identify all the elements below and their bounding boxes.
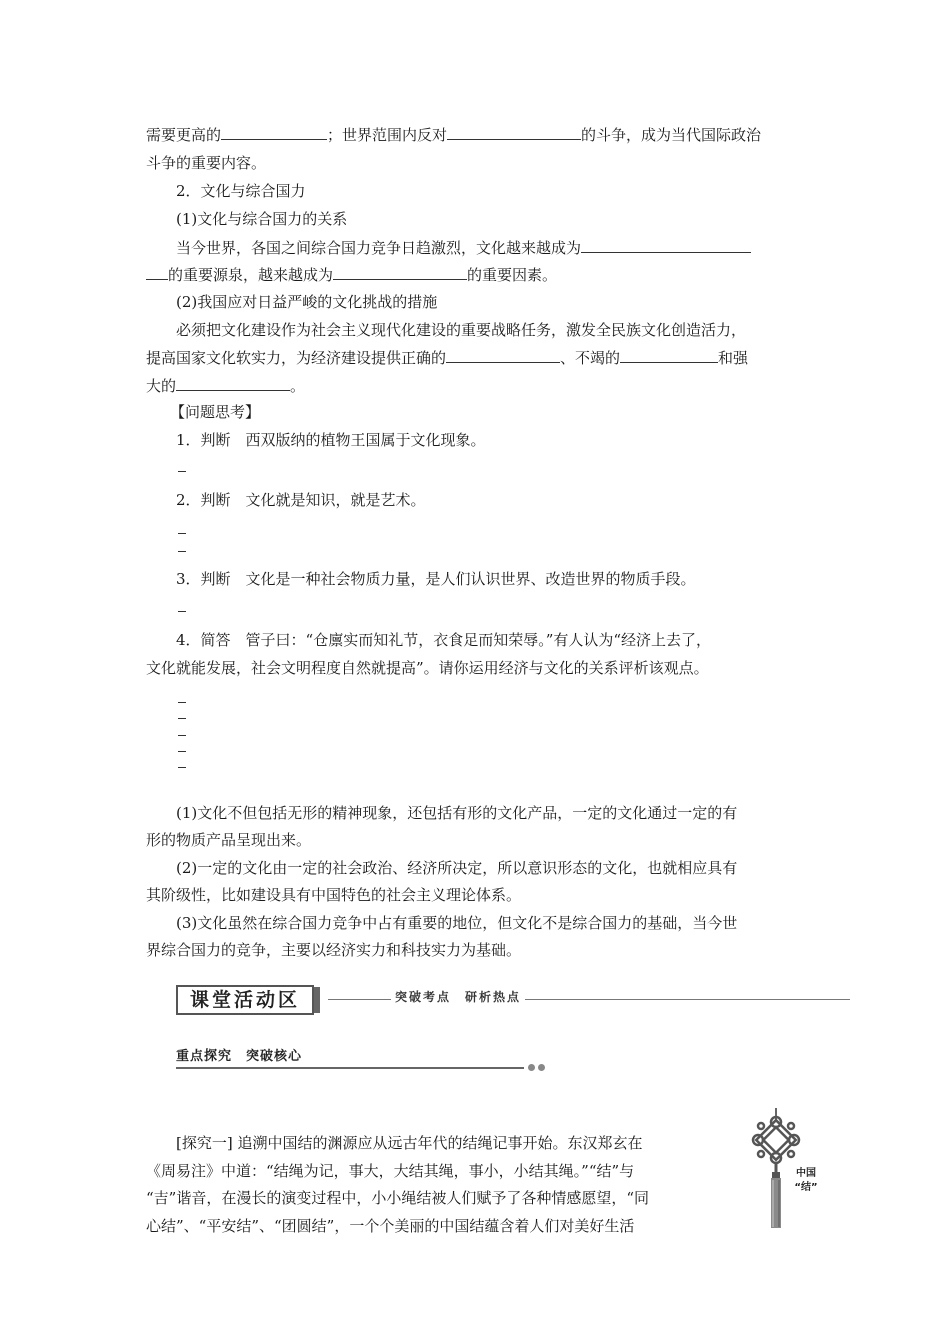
answer-blank — [446, 347, 560, 363]
text-line: [探究一] 追溯中国结的渊源应从远古年代的结绳记事开始。东汉郑玄在 — [176, 1134, 643, 1152]
text-segment: 的重要源泉，越来越成为 — [168, 266, 334, 284]
text-line — [146, 264, 557, 285]
knot-label: “结” — [794, 1182, 818, 1193]
section-heading: 2．文化与综合国力 — [176, 182, 306, 200]
text-segment: ；世界范围内反对 — [327, 126, 448, 144]
question-3: 3．判断 文化是一种社会物质力量，是人们认识世界、改造世界的物质手段。 — [176, 570, 696, 588]
dot-icon — [538, 1064, 545, 1071]
question-4: 4．简答 管子曰：“仓廪实而知礼节，衣食足而知荣辱。”有人认为“经济上去了， — [176, 631, 712, 649]
text-line: 《周易注》中道：“结绳为记，事大，大结其绳，事小，小结其绳。”“结”与 — [146, 1162, 635, 1180]
question-heading: 【问题思考】 — [170, 403, 261, 421]
answer-blank — [333, 264, 467, 280]
banner-title: 课堂活动区 — [176, 985, 314, 1015]
answer-blank — [581, 237, 751, 253]
text-line — [176, 237, 751, 258]
text-segment: 和强 — [718, 349, 749, 367]
text-segment: 大的 — [146, 377, 177, 395]
answer-1-cont: 形的物质产品呈现出来。 — [146, 831, 312, 849]
answer-blank — [221, 124, 327, 140]
knot-label: 中国 — [796, 1168, 816, 1179]
answer-2-cont: 其阶级性，比如建设具有中国特色的社会主义理论体系。 — [146, 886, 522, 904]
text-segment: 。 — [290, 377, 306, 395]
text-segment: 当今世界，各国之间综合国力竞争日趋激烈，文化越来越成为 — [176, 239, 582, 257]
text-segment: 需要更高的 — [146, 126, 222, 144]
section-rule — [176, 1067, 524, 1069]
chinese-knot-icon — [748, 1108, 826, 1230]
text-segment: 的重要因素。 — [467, 266, 558, 284]
answer-dash — [178, 702, 186, 703]
answer-dash — [178, 751, 186, 752]
text-line: 心结”、“平安结”、“团圆结”，一个个美丽的中国结蕴含着人们对美好生活 — [146, 1217, 635, 1235]
answer-dash — [178, 533, 186, 534]
question-4-cont: 文化就能发展，社会文明程度自然就提高”。请你运用经济与文化的关系评析该观点。 — [146, 659, 709, 677]
question-2: 2．判断 文化就是知识，就是艺术。 — [176, 491, 426, 509]
answer-dash — [178, 735, 186, 736]
answer-dash — [178, 767, 186, 768]
text-line: 必须把文化建设作为社会主义现代化建设的重要战略任务，激发全民族文化创造活力， — [176, 321, 747, 339]
answer-blank — [447, 124, 581, 140]
text-line — [146, 124, 761, 145]
dot-icon — [528, 1064, 535, 1071]
answer-dash — [178, 611, 186, 612]
section-header — [176, 1045, 546, 1071]
answer-blank — [146, 264, 168, 280]
text-line — [146, 375, 305, 396]
section-title: 重点探究 突破核心 — [176, 1049, 303, 1064]
answer-1: (1)文化不但包括无形的精神现象，还包括有形的文化产品，一定的文化通过一定的有 — [176, 804, 738, 822]
answer-3-cont: 界综合国力的竞争，主要以经济实力和科技实力为基础。 — [146, 941, 522, 959]
classroom-activity-banner — [176, 985, 850, 1015]
answer-3: (3)文化虽然在综合国力竞争中占有重要的地位，但文化不是综合国力的基础，当今世 — [176, 914, 738, 932]
banner-subtitle: 突破考点 研析热点 — [391, 988, 525, 1005]
subsection-heading: (1)文化与综合国力的关系 — [176, 210, 348, 228]
answer-blank — [620, 347, 718, 363]
question-1: 1．判断 西双版纳的植物王国属于文化现象。 — [176, 431, 486, 449]
text-segment: 、不竭的 — [560, 349, 621, 367]
answer-blank — [176, 375, 290, 391]
answer-dash — [178, 718, 186, 719]
banner-bar — [314, 987, 320, 1013]
subsection-heading: (2)我国应对日益严峻的文化挑战的措施 — [176, 293, 438, 311]
answer-dash — [178, 551, 186, 552]
text-line: 斗争的重要内容。 — [146, 154, 267, 172]
answer-2: (2)一定的文化由一定的社会政治、经济所决定，所以意识形态的文化，也就相应具有 — [176, 859, 738, 877]
answer-dash — [178, 471, 186, 472]
text-segment: 提高国家文化软实力，为经济建设提供正确的 — [146, 349, 447, 367]
text-line: “吉”谐音，在漫长的演变过程中，小小绳结被人们赋予了各种情感愿望，“同 — [146, 1189, 650, 1207]
text-line — [146, 347, 748, 368]
text-segment: 的斗争，成为当代国际政治 — [581, 126, 762, 144]
